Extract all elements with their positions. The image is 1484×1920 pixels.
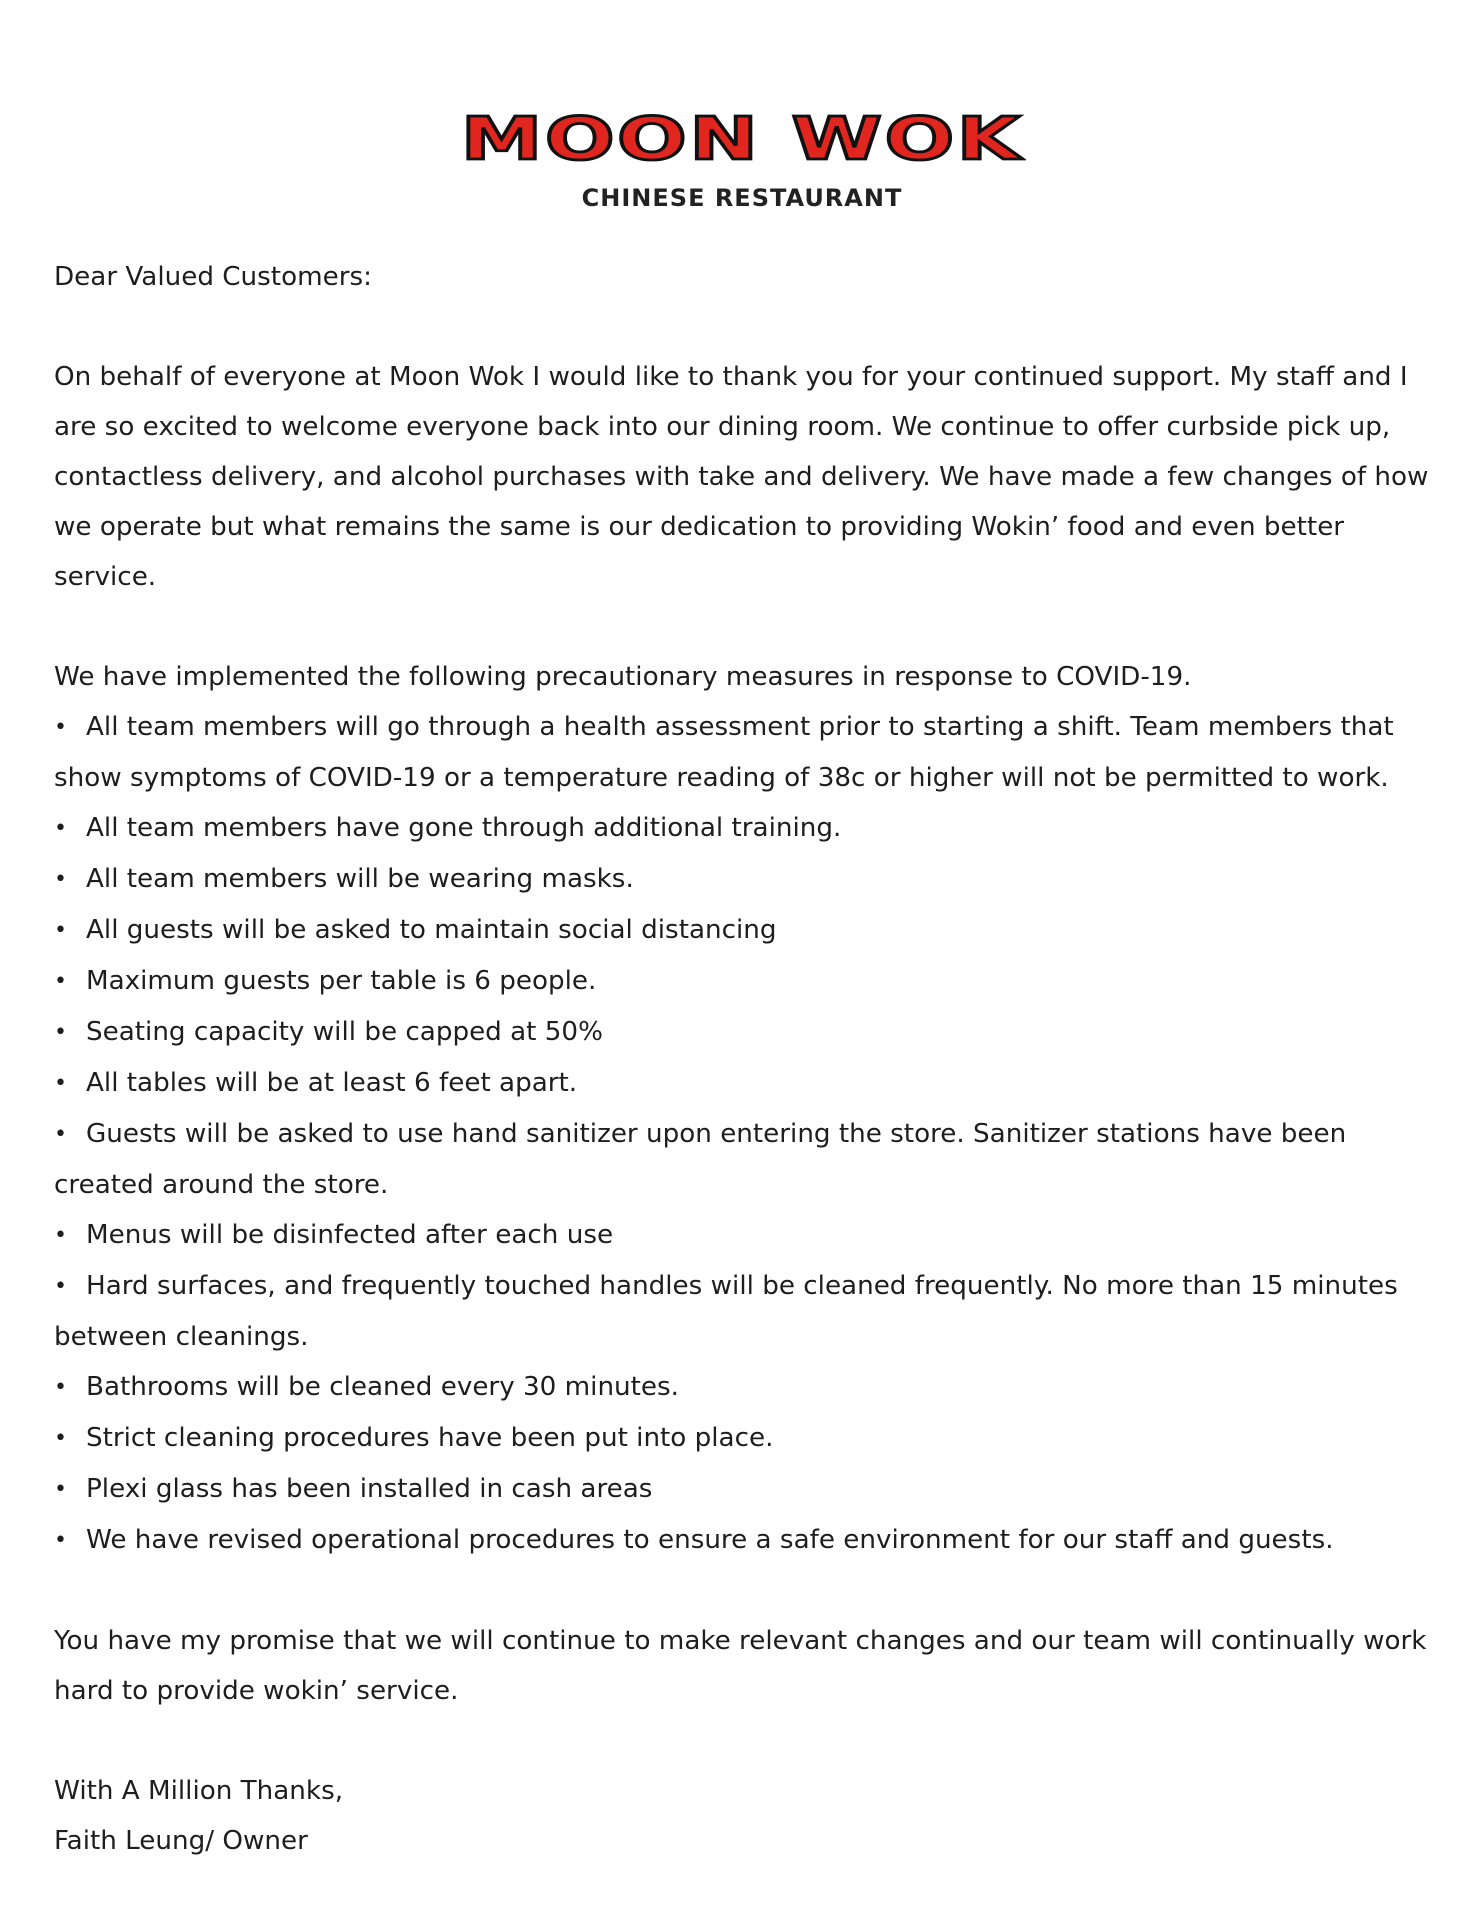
paragraph-gap bbox=[54, 302, 1444, 352]
intro-paragraph: On behalf of everyone at Moon Wok I would like to thank you for your continued support. My staff and I are so excited to welcome everyone back into our dining room. We continue to offer curbside pick up, contactless delivery, and alcohol purchases with take and delivery. We have made a few changes of how we operate but what remains the same is our dedication to providing Wokin’ food and even better service. bbox=[54, 362, 1429, 592]
bullet-icon: • bbox=[54, 1375, 67, 1400]
paragraph-gap bbox=[54, 602, 1444, 652]
bullet-icon: • bbox=[54, 1477, 67, 1502]
bullet-icon: • bbox=[54, 1274, 67, 1299]
bullet-icon: • bbox=[54, 816, 67, 841]
signature: Faith Leung/ Owner bbox=[54, 1826, 308, 1856]
list-item bbox=[54, 905, 1444, 956]
bullet-icon: • bbox=[54, 1020, 67, 1045]
list-item-text: All tables will be at least 6 feet apart. bbox=[86, 1068, 578, 1098]
list-item bbox=[54, 1109, 1444, 1210]
bullet-icon: • bbox=[54, 918, 67, 943]
bullet-icon: • bbox=[54, 1223, 67, 1248]
paragraph-gap bbox=[54, 1716, 1444, 1766]
sign-off: With A Million Thanks, bbox=[54, 1776, 344, 1806]
list-item bbox=[54, 956, 1444, 1007]
letter-body bbox=[54, 252, 1444, 1866]
list-item-text: We have revised operational procedures to ensure a safe environment for our staff and guests. bbox=[86, 1525, 1334, 1555]
list-item bbox=[54, 702, 1444, 803]
list-item bbox=[54, 1210, 1444, 1261]
list-item-text: Hard surfaces, and frequently touched handles will be cleaned frequently. No more than 15 minutes between cleanings. bbox=[54, 1271, 1398, 1352]
list-item bbox=[54, 1464, 1444, 1515]
list-item bbox=[54, 854, 1444, 905]
list-item-text: All team members will be wearing masks. bbox=[86, 864, 634, 894]
measures-list bbox=[54, 702, 1444, 1566]
bullet-icon: • bbox=[54, 1528, 67, 1553]
list-item bbox=[54, 1261, 1444, 1362]
restaurant-logo bbox=[0, 103, 1484, 212]
logo-wordmark: MOON WOK bbox=[461, 103, 1023, 174]
closing-paragraph: You have my promise that we will continue to make relevant changes and our team will continually work hard to provide wokin’ service. bbox=[54, 1626, 1427, 1706]
list-item bbox=[54, 1515, 1444, 1566]
list-item-text: Maximum guests per table is 6 people. bbox=[86, 966, 597, 996]
list-item bbox=[54, 1058, 1444, 1109]
list-item-text: Bathrooms will be cleaned every 30 minutes. bbox=[86, 1372, 679, 1402]
list-item bbox=[54, 1007, 1444, 1058]
list-item-text: Strict cleaning procedures have been put into place. bbox=[86, 1423, 774, 1453]
bullet-icon: • bbox=[54, 969, 67, 994]
bullet-icon: • bbox=[54, 867, 67, 892]
list-item-text: Menus will be disinfected after each use bbox=[86, 1220, 614, 1250]
paragraph-gap bbox=[54, 1566, 1444, 1616]
list-item-text: All guests will be asked to maintain social distancing bbox=[86, 915, 777, 945]
list-item bbox=[54, 1362, 1444, 1413]
logo-subtitle: CHINESE RESTAURANT bbox=[581, 184, 903, 212]
measures-intro: We have implemented the following precautionary measures in response to COVID-19. bbox=[54, 662, 1192, 692]
bullet-icon: • bbox=[54, 715, 67, 740]
list-item-text: All team members will go through a health assessment prior to starting a shift. Team members that show symptoms of COVID-19 or a temperature reading of 38c or higher will not be permitted to work. bbox=[54, 712, 1394, 793]
list-item-text: Seating capacity will be capped at 50% bbox=[86, 1017, 603, 1047]
list-item bbox=[54, 1413, 1444, 1464]
list-item-text: Guests will be asked to use hand sanitizer upon entering the store. Sanitizer stations have been created around the store. bbox=[54, 1119, 1347, 1200]
bullet-icon: • bbox=[54, 1071, 67, 1096]
list-item-text: All team members have gone through additional training. bbox=[86, 813, 842, 843]
bullet-icon: • bbox=[54, 1426, 67, 1451]
list-item bbox=[54, 803, 1444, 854]
bullet-icon: • bbox=[54, 1122, 67, 1147]
list-item-text: Plexi glass has been installed in cash areas bbox=[86, 1474, 653, 1504]
salutation: Dear Valued Customers: bbox=[54, 262, 372, 292]
